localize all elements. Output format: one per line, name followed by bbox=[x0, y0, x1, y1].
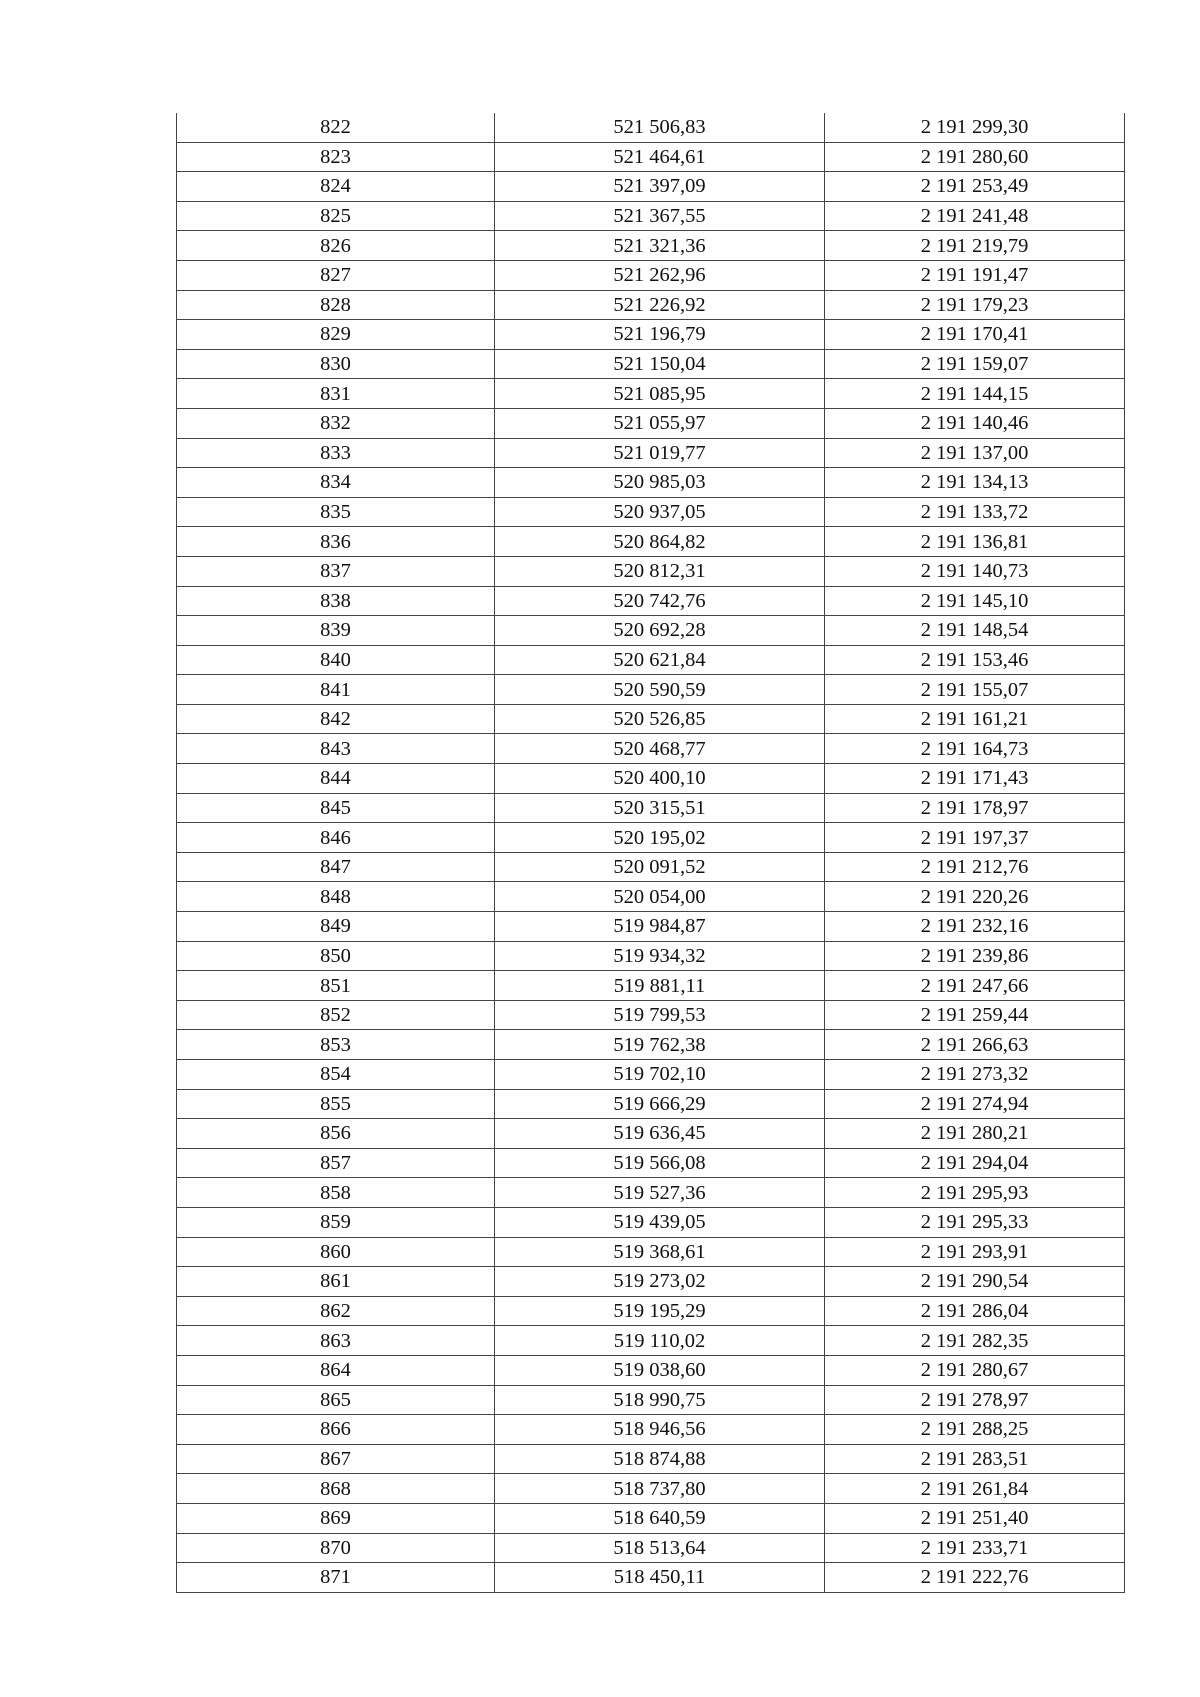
y-coordinate-cell: 2 191 295,33 bbox=[825, 1207, 1125, 1237]
point-number-cell: 826 bbox=[177, 231, 495, 261]
table-row bbox=[177, 1355, 1125, 1385]
x-coordinate-cell: 518 640,59 bbox=[495, 1503, 825, 1533]
x-coordinate-cell: 520 590,59 bbox=[495, 675, 825, 705]
table-row bbox=[177, 260, 1125, 290]
table-row bbox=[177, 852, 1125, 882]
table-row bbox=[177, 764, 1125, 794]
y-coordinate-cell: 2 191 153,46 bbox=[825, 645, 1125, 675]
table-row bbox=[177, 793, 1125, 823]
y-coordinate-cell: 2 191 159,07 bbox=[825, 349, 1125, 379]
x-coordinate-cell: 521 055,97 bbox=[495, 408, 825, 438]
y-coordinate-cell: 2 191 253,49 bbox=[825, 172, 1125, 202]
x-coordinate-cell: 521 464,61 bbox=[495, 142, 825, 172]
table-row bbox=[177, 1060, 1125, 1090]
point-number-cell: 831 bbox=[177, 379, 495, 409]
table-row bbox=[177, 616, 1125, 646]
table-row bbox=[177, 1474, 1125, 1504]
point-number-cell: 858 bbox=[177, 1178, 495, 1208]
table-row bbox=[177, 527, 1125, 557]
point-number-cell: 835 bbox=[177, 497, 495, 527]
point-number-cell: 853 bbox=[177, 1030, 495, 1060]
table-row bbox=[177, 1178, 1125, 1208]
point-number-cell: 828 bbox=[177, 290, 495, 320]
y-coordinate-cell: 2 191 295,93 bbox=[825, 1178, 1125, 1208]
y-coordinate-cell: 2 191 233,71 bbox=[825, 1533, 1125, 1563]
point-number-cell: 863 bbox=[177, 1326, 495, 1356]
x-coordinate-cell: 519 566,08 bbox=[495, 1148, 825, 1178]
x-coordinate-cell: 519 666,29 bbox=[495, 1089, 825, 1119]
point-number-cell: 850 bbox=[177, 941, 495, 971]
point-number-cell: 824 bbox=[177, 172, 495, 202]
point-number-cell: 866 bbox=[177, 1415, 495, 1445]
point-number-cell: 848 bbox=[177, 882, 495, 912]
y-coordinate-cell: 2 191 251,40 bbox=[825, 1503, 1125, 1533]
point-number-cell: 840 bbox=[177, 645, 495, 675]
table-row bbox=[177, 1503, 1125, 1533]
table-row bbox=[177, 734, 1125, 764]
table-row bbox=[177, 468, 1125, 498]
point-number-cell: 827 bbox=[177, 260, 495, 290]
table-row bbox=[177, 675, 1125, 705]
y-coordinate-cell: 2 191 178,97 bbox=[825, 793, 1125, 823]
y-coordinate-cell: 2 191 171,43 bbox=[825, 764, 1125, 794]
y-coordinate-cell: 2 191 280,21 bbox=[825, 1119, 1125, 1149]
point-number-cell: 867 bbox=[177, 1444, 495, 1474]
table-row bbox=[177, 971, 1125, 1001]
table-row bbox=[177, 201, 1125, 231]
table-row bbox=[177, 113, 1125, 142]
table-row bbox=[177, 1000, 1125, 1030]
table-row bbox=[177, 704, 1125, 734]
y-coordinate-cell: 2 191 145,10 bbox=[825, 586, 1125, 616]
x-coordinate-cell: 520 937,05 bbox=[495, 497, 825, 527]
point-number-cell: 856 bbox=[177, 1119, 495, 1149]
table-row bbox=[177, 1267, 1125, 1297]
x-coordinate-cell: 519 273,02 bbox=[495, 1267, 825, 1297]
x-coordinate-cell: 518 874,88 bbox=[495, 1444, 825, 1474]
table-row bbox=[177, 1415, 1125, 1445]
point-number-cell: 871 bbox=[177, 1563, 495, 1593]
table-row bbox=[177, 1326, 1125, 1356]
point-number-cell: 851 bbox=[177, 971, 495, 1001]
point-number-cell: 822 bbox=[177, 113, 495, 142]
y-coordinate-cell: 2 191 278,97 bbox=[825, 1385, 1125, 1415]
x-coordinate-cell: 518 737,80 bbox=[495, 1474, 825, 1504]
y-coordinate-cell: 2 191 133,72 bbox=[825, 497, 1125, 527]
x-coordinate-cell: 518 990,75 bbox=[495, 1385, 825, 1415]
coordinates-table-body bbox=[177, 113, 1125, 1592]
y-coordinate-cell: 2 191 232,16 bbox=[825, 912, 1125, 942]
x-coordinate-cell: 520 195,02 bbox=[495, 823, 825, 853]
x-coordinate-cell: 520 315,51 bbox=[495, 793, 825, 823]
x-coordinate-cell: 520 054,00 bbox=[495, 882, 825, 912]
y-coordinate-cell: 2 191 239,86 bbox=[825, 941, 1125, 971]
table-row bbox=[177, 1237, 1125, 1267]
point-number-cell: 852 bbox=[177, 1000, 495, 1030]
y-coordinate-cell: 2 191 247,66 bbox=[825, 971, 1125, 1001]
point-number-cell: 836 bbox=[177, 527, 495, 557]
y-coordinate-cell: 2 191 170,41 bbox=[825, 320, 1125, 350]
table-row bbox=[177, 1563, 1125, 1593]
point-number-cell: 834 bbox=[177, 468, 495, 498]
point-number-cell: 860 bbox=[177, 1237, 495, 1267]
x-coordinate-cell: 521 226,92 bbox=[495, 290, 825, 320]
x-coordinate-cell: 521 196,79 bbox=[495, 320, 825, 350]
y-coordinate-cell: 2 191 259,44 bbox=[825, 1000, 1125, 1030]
x-coordinate-cell: 519 881,11 bbox=[495, 971, 825, 1001]
y-coordinate-cell: 2 191 219,79 bbox=[825, 231, 1125, 261]
x-coordinate-cell: 519 195,29 bbox=[495, 1296, 825, 1326]
x-coordinate-cell: 521 367,55 bbox=[495, 201, 825, 231]
y-coordinate-cell: 2 191 280,67 bbox=[825, 1355, 1125, 1385]
x-coordinate-cell: 519 984,87 bbox=[495, 912, 825, 942]
table-row bbox=[177, 823, 1125, 853]
point-number-cell: 857 bbox=[177, 1148, 495, 1178]
x-coordinate-cell: 521 262,96 bbox=[495, 260, 825, 290]
x-coordinate-cell: 521 321,36 bbox=[495, 231, 825, 261]
point-number-cell: 823 bbox=[177, 142, 495, 172]
point-number-cell: 861 bbox=[177, 1267, 495, 1297]
table-row bbox=[177, 379, 1125, 409]
y-coordinate-cell: 2 191 222,76 bbox=[825, 1563, 1125, 1593]
x-coordinate-cell: 519 439,05 bbox=[495, 1207, 825, 1237]
y-coordinate-cell: 2 191 290,54 bbox=[825, 1267, 1125, 1297]
x-coordinate-cell: 519 527,36 bbox=[495, 1178, 825, 1208]
table-row bbox=[177, 941, 1125, 971]
table-row bbox=[177, 1030, 1125, 1060]
y-coordinate-cell: 2 191 299,30 bbox=[825, 113, 1125, 142]
table-row bbox=[177, 1089, 1125, 1119]
x-coordinate-cell: 519 110,02 bbox=[495, 1326, 825, 1356]
x-coordinate-cell: 521 506,83 bbox=[495, 113, 825, 142]
y-coordinate-cell: 2 191 137,00 bbox=[825, 438, 1125, 468]
point-number-cell: 855 bbox=[177, 1089, 495, 1119]
table-row bbox=[177, 1385, 1125, 1415]
y-coordinate-cell: 2 191 286,04 bbox=[825, 1296, 1125, 1326]
point-number-cell: 830 bbox=[177, 349, 495, 379]
y-coordinate-cell: 2 191 134,13 bbox=[825, 468, 1125, 498]
table-row bbox=[177, 1444, 1125, 1474]
x-coordinate-cell: 519 799,53 bbox=[495, 1000, 825, 1030]
point-number-cell: 825 bbox=[177, 201, 495, 231]
point-number-cell: 842 bbox=[177, 704, 495, 734]
point-number-cell: 847 bbox=[177, 852, 495, 882]
x-coordinate-cell: 520 864,82 bbox=[495, 527, 825, 557]
x-coordinate-cell: 520 985,03 bbox=[495, 468, 825, 498]
x-coordinate-cell: 520 468,77 bbox=[495, 734, 825, 764]
x-coordinate-cell: 519 702,10 bbox=[495, 1060, 825, 1090]
y-coordinate-cell: 2 191 274,94 bbox=[825, 1089, 1125, 1119]
coordinates-table bbox=[176, 113, 1125, 1593]
y-coordinate-cell: 2 191 136,81 bbox=[825, 527, 1125, 557]
y-coordinate-cell: 2 191 191,47 bbox=[825, 260, 1125, 290]
x-coordinate-cell: 520 692,28 bbox=[495, 616, 825, 646]
point-number-cell: 846 bbox=[177, 823, 495, 853]
point-number-cell: 862 bbox=[177, 1296, 495, 1326]
table-row bbox=[177, 1119, 1125, 1149]
x-coordinate-cell: 518 946,56 bbox=[495, 1415, 825, 1445]
x-coordinate-cell: 521 019,77 bbox=[495, 438, 825, 468]
y-coordinate-cell: 2 191 241,48 bbox=[825, 201, 1125, 231]
point-number-cell: 841 bbox=[177, 675, 495, 705]
y-coordinate-cell: 2 191 140,46 bbox=[825, 408, 1125, 438]
point-number-cell: 869 bbox=[177, 1503, 495, 1533]
x-coordinate-cell: 520 621,84 bbox=[495, 645, 825, 675]
point-number-cell: 833 bbox=[177, 438, 495, 468]
x-coordinate-cell: 521 397,09 bbox=[495, 172, 825, 202]
point-number-cell: 845 bbox=[177, 793, 495, 823]
table-row bbox=[177, 586, 1125, 616]
point-number-cell: 859 bbox=[177, 1207, 495, 1237]
x-coordinate-cell: 519 368,61 bbox=[495, 1237, 825, 1267]
point-number-cell: 854 bbox=[177, 1060, 495, 1090]
y-coordinate-cell: 2 191 220,26 bbox=[825, 882, 1125, 912]
y-coordinate-cell: 2 191 261,84 bbox=[825, 1474, 1125, 1504]
table-row bbox=[177, 349, 1125, 379]
point-number-cell: 870 bbox=[177, 1533, 495, 1563]
y-coordinate-cell: 2 191 282,35 bbox=[825, 1326, 1125, 1356]
y-coordinate-cell: 2 191 197,37 bbox=[825, 823, 1125, 853]
point-number-cell: 868 bbox=[177, 1474, 495, 1504]
table-row bbox=[177, 1296, 1125, 1326]
x-coordinate-cell: 520 526,85 bbox=[495, 704, 825, 734]
point-number-cell: 849 bbox=[177, 912, 495, 942]
table-row bbox=[177, 290, 1125, 320]
y-coordinate-cell: 2 191 283,51 bbox=[825, 1444, 1125, 1474]
table-row bbox=[177, 645, 1125, 675]
x-coordinate-cell: 518 450,11 bbox=[495, 1563, 825, 1593]
y-coordinate-cell: 2 191 179,23 bbox=[825, 290, 1125, 320]
y-coordinate-cell: 2 191 293,91 bbox=[825, 1237, 1125, 1267]
x-coordinate-cell: 520 400,10 bbox=[495, 764, 825, 794]
y-coordinate-cell: 2 191 280,60 bbox=[825, 142, 1125, 172]
y-coordinate-cell: 2 191 148,54 bbox=[825, 616, 1125, 646]
point-number-cell: 829 bbox=[177, 320, 495, 350]
x-coordinate-cell: 519 038,60 bbox=[495, 1355, 825, 1385]
table-row bbox=[177, 408, 1125, 438]
point-number-cell: 839 bbox=[177, 616, 495, 646]
x-coordinate-cell: 519 636,45 bbox=[495, 1119, 825, 1149]
y-coordinate-cell: 2 191 155,07 bbox=[825, 675, 1125, 705]
y-coordinate-cell: 2 191 212,76 bbox=[825, 852, 1125, 882]
point-number-cell: 838 bbox=[177, 586, 495, 616]
x-coordinate-cell: 518 513,64 bbox=[495, 1533, 825, 1563]
y-coordinate-cell: 2 191 140,73 bbox=[825, 556, 1125, 586]
point-number-cell: 843 bbox=[177, 734, 495, 764]
table-row bbox=[177, 142, 1125, 172]
table-row bbox=[177, 172, 1125, 202]
table-row bbox=[177, 497, 1125, 527]
table-row bbox=[177, 1148, 1125, 1178]
x-coordinate-cell: 521 150,04 bbox=[495, 349, 825, 379]
x-coordinate-cell: 521 085,95 bbox=[495, 379, 825, 409]
y-coordinate-cell: 2 191 273,32 bbox=[825, 1060, 1125, 1090]
table-row bbox=[177, 1207, 1125, 1237]
table-row bbox=[177, 231, 1125, 261]
point-number-cell: 865 bbox=[177, 1385, 495, 1415]
x-coordinate-cell: 520 742,76 bbox=[495, 586, 825, 616]
x-coordinate-cell: 519 762,38 bbox=[495, 1030, 825, 1060]
y-coordinate-cell: 2 191 164,73 bbox=[825, 734, 1125, 764]
y-coordinate-cell: 2 191 266,63 bbox=[825, 1030, 1125, 1060]
point-number-cell: 837 bbox=[177, 556, 495, 586]
table-row bbox=[177, 320, 1125, 350]
y-coordinate-cell: 2 191 294,04 bbox=[825, 1148, 1125, 1178]
table-row bbox=[177, 438, 1125, 468]
y-coordinate-cell: 2 191 161,21 bbox=[825, 704, 1125, 734]
y-coordinate-cell: 2 191 288,25 bbox=[825, 1415, 1125, 1445]
table-row bbox=[177, 556, 1125, 586]
y-coordinate-cell: 2 191 144,15 bbox=[825, 379, 1125, 409]
point-number-cell: 844 bbox=[177, 764, 495, 794]
table-row bbox=[177, 1533, 1125, 1563]
point-number-cell: 864 bbox=[177, 1355, 495, 1385]
table-row bbox=[177, 912, 1125, 942]
x-coordinate-cell: 519 934,32 bbox=[495, 941, 825, 971]
table-row bbox=[177, 882, 1125, 912]
point-number-cell: 832 bbox=[177, 408, 495, 438]
x-coordinate-cell: 520 812,31 bbox=[495, 556, 825, 586]
x-coordinate-cell: 520 091,52 bbox=[495, 852, 825, 882]
